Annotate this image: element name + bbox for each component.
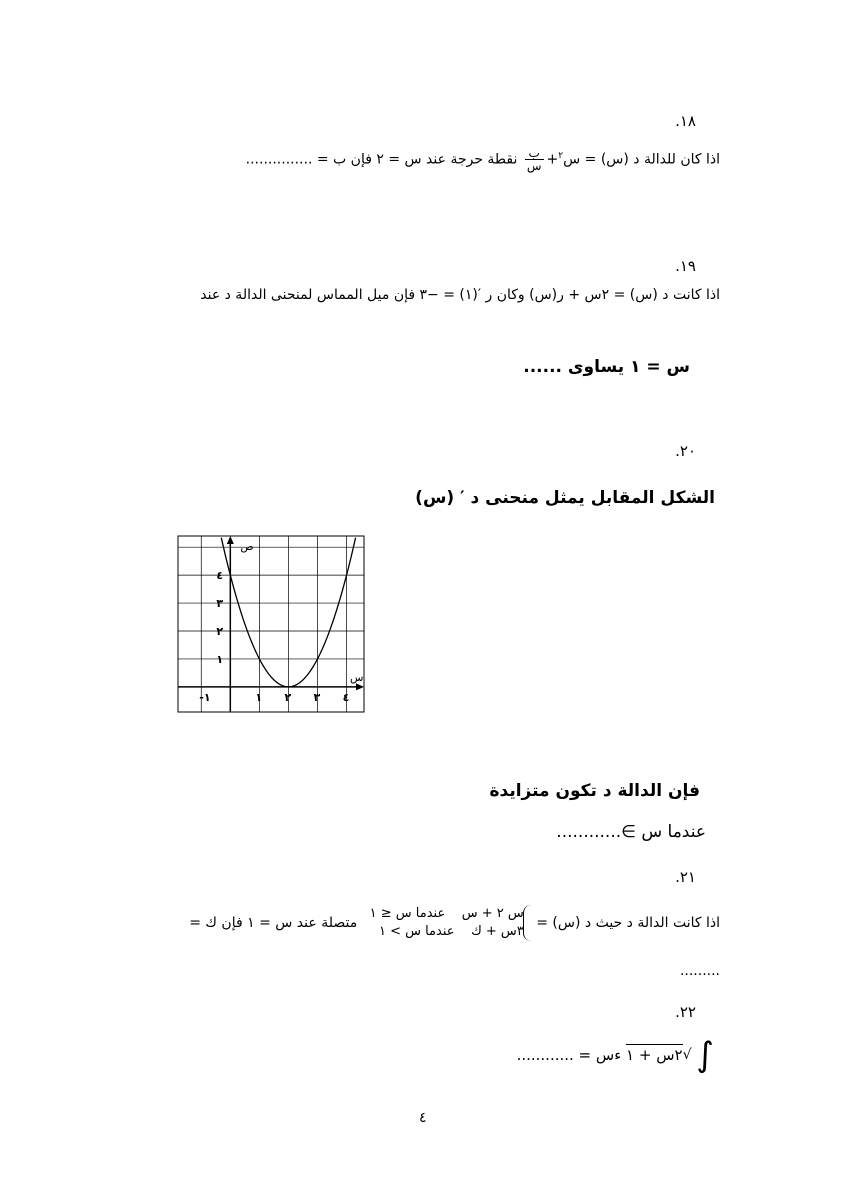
y-tick-label: ٣ — [216, 597, 224, 611]
question-22-tail: ءس = ............ — [516, 1046, 622, 1064]
piecewise-case-2 — [370, 923, 524, 941]
x-tick-label: ١ — [255, 690, 263, 704]
question-18-text — [246, 147, 720, 172]
question-21-text-before: اذا كانت الدالة د حيث د (س) = — [536, 915, 720, 931]
integrand: ٢س + ١ — [626, 1046, 683, 1064]
y-tick-label: ١ — [216, 652, 224, 666]
question-18-number: .١٨ — [675, 112, 696, 130]
x-tick-label: -١ — [199, 690, 211, 704]
question-19-number: .١٩ — [675, 257, 696, 275]
x-axis-arrow — [356, 683, 364, 690]
question-18-text-after: نقطة حرجة عند س = ٢ فإن ب = ............... — [245, 151, 518, 168]
sqrt-sign: √ — [682, 1047, 692, 1063]
page-number: ٤ — [419, 1110, 427, 1126]
integral-sign: ∫ — [696, 1035, 714, 1075]
fraction-denominator: س — [526, 159, 542, 173]
piecewise-function — [362, 905, 532, 941]
y-tick-label: ٢ — [216, 624, 224, 638]
graph-axes — [178, 536, 364, 712]
graph-border — [178, 536, 364, 712]
y-axis-label: ص — [240, 540, 254, 553]
question-18-plus: + — [546, 151, 559, 168]
case-1-expression: س ٢ + س — [461, 906, 524, 921]
graph-grid — [178, 536, 364, 712]
case-1-condition: عندما س ≤ ١ — [369, 906, 446, 921]
question-19-line1: اذا كانت د (س) = ٢س + ر(س) وكان ر ′(١) = −٣ فإن ميل المماس لمنحنى الدالة د عند — [200, 287, 720, 303]
question-18-power: ٢ — [558, 150, 564, 161]
question-19-line2: س = ١ يساوى ...... — [523, 357, 690, 377]
question-20-conclusion-1: فإن الدالة د تكون متزايدة — [489, 781, 700, 801]
fraction-numerator: ب — [525, 147, 544, 160]
question-21-number: .٢١ — [675, 868, 696, 886]
question-22-number: .٢٢ — [675, 1003, 696, 1021]
x-tick-label: ٢ — [284, 690, 292, 704]
y-tick-label: ٤ — [216, 569, 224, 583]
piecewise-case-1 — [370, 905, 524, 923]
question-20-conclusion-2: عندما س ∋............ — [556, 822, 706, 842]
x-axis-label: س — [350, 670, 364, 684]
question-18-text-before: اذا كان للدالة د (س) = س — [563, 151, 720, 168]
case-2-expression: ٣س + ك — [471, 924, 524, 939]
question-21-text — [189, 905, 720, 941]
question-21-text-after: متصلة عند س = ١ فإن ك = — [189, 915, 358, 931]
case-2-condition: عندما س > ١ — [378, 924, 455, 939]
question-20-number: .٢٠ — [675, 442, 696, 460]
y-axis-arrow — [227, 536, 234, 544]
derivative-graph — [176, 534, 366, 714]
question-18-fraction — [525, 147, 544, 172]
left-brace — [523, 905, 532, 941]
x-tick-label: ٤ — [342, 690, 350, 704]
question-20-text: الشكل المقابل يمثل منحنى د ′ (س) — [415, 488, 715, 508]
question-21-dots: ......... — [679, 963, 720, 979]
question-22-integral — [516, 1035, 714, 1075]
x-tick-label: ٣ — [313, 690, 321, 704]
